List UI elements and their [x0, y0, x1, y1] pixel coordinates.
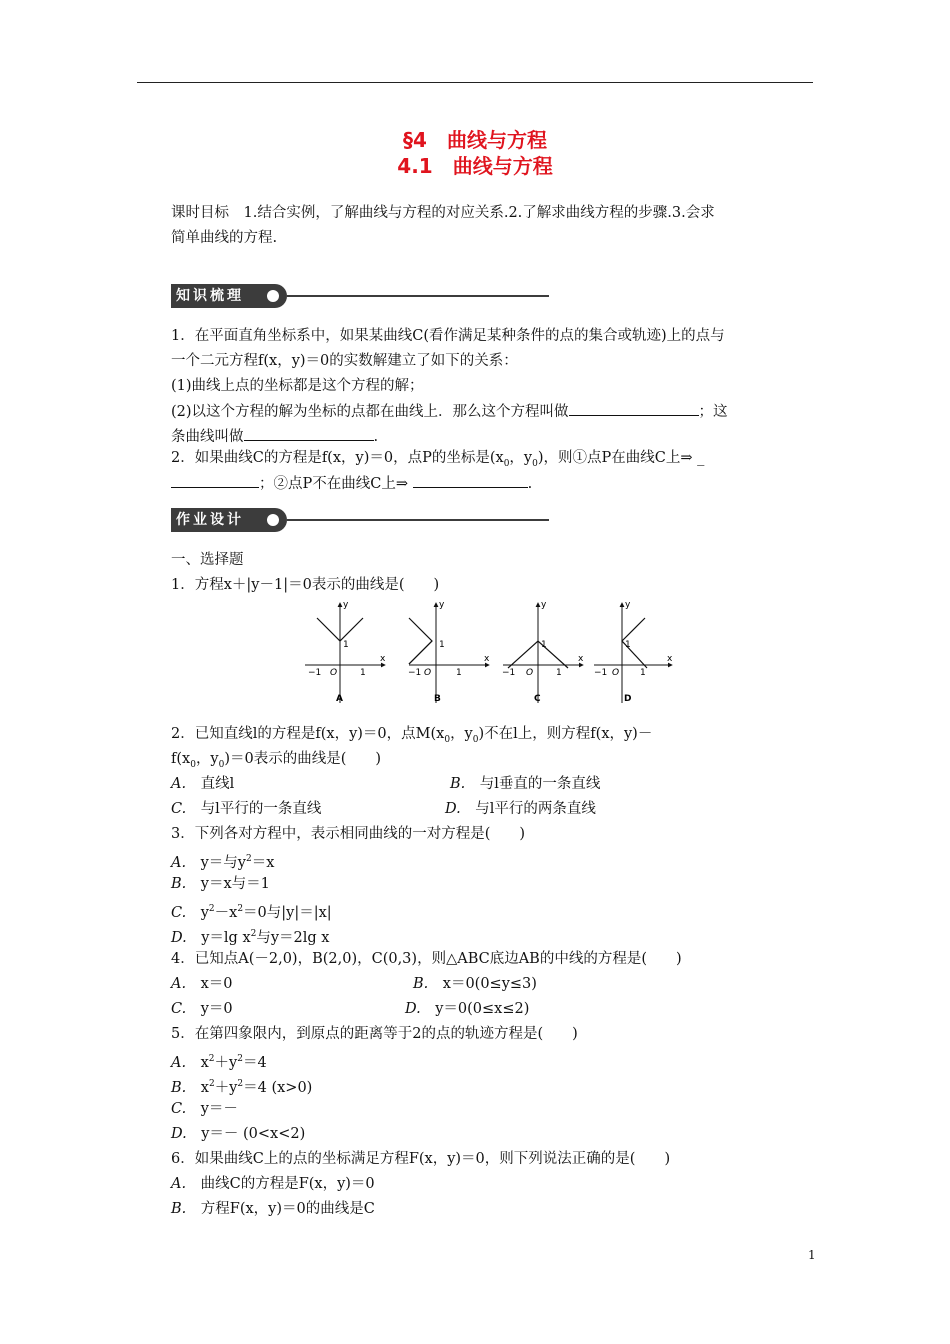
option-letter: A. — [171, 1176, 187, 1192]
axis-label: y — [343, 600, 349, 610]
superscript: 2 — [245, 854, 252, 864]
question-3: 3．下列各对方程中，表示相同曲线的一对方程是( ) — [171, 826, 526, 842]
option-text: ＝4 (x>0) — [243, 1079, 313, 1096]
section-rule — [287, 519, 549, 521]
option-b[interactable] — [413, 974, 537, 994]
tick-label: −1 — [594, 668, 608, 678]
option-text: y＝－ — [200, 1101, 238, 1117]
option-c[interactable] — [171, 899, 332, 923]
option-d[interactable] — [445, 799, 596, 819]
option-c[interactable] — [171, 1099, 238, 1119]
section-title: §4 曲线与方程 — [403, 128, 547, 152]
tick-label: 1 — [439, 640, 445, 650]
option-text: ＝4 — [242, 1054, 267, 1071]
option-text: x — [200, 1054, 209, 1071]
option-text: 与y＝2lg x — [256, 929, 330, 946]
option-c[interactable] — [171, 799, 321, 819]
graph-a[interactable] — [305, 600, 386, 704]
option-a[interactable] — [171, 774, 234, 794]
option-b[interactable] — [171, 874, 270, 894]
tick-label: 1 — [343, 640, 349, 650]
option-text: y＝lg x — [201, 929, 251, 946]
graph-label: A — [336, 694, 343, 704]
option-text: y＝与y — [200, 854, 246, 871]
option-text: y — [200, 904, 209, 921]
axis-label: x — [578, 654, 584, 664]
text: . — [527, 476, 533, 492]
option-text: 直线l — [200, 776, 235, 792]
option-text: 与l垂直的一条直线 — [479, 776, 601, 792]
question-2-cont — [171, 749, 381, 775]
option-d[interactable] — [171, 1124, 305, 1144]
question-4: 4．已知点A(－2,0)，B(2,0)，C(0,3)，则△ABC底边AB的中线的方程是( ) — [171, 951, 682, 967]
text: )不在l上，则方程f(x，y)－ — [478, 726, 653, 742]
goals-line-1: 课时目标 1.结合实例，了解曲线与方程的对应关系.2.了解求曲线方程的步骤.3.会求 — [171, 205, 715, 221]
option-text: y＝x与＝1 — [200, 876, 270, 892]
axis-label: x — [380, 654, 386, 664]
tick-label: 1 — [456, 668, 462, 678]
superscript: 2 — [250, 929, 257, 939]
superscript: 2 — [237, 904, 244, 914]
option-letter: D. — [171, 929, 187, 946]
section-label: 作业设计 — [171, 508, 287, 532]
knowledge-line: (1)曲线上点的坐标都是这个方程的解； — [171, 378, 424, 394]
knowledge-line — [171, 401, 728, 422]
option-b[interactable] — [171, 1074, 312, 1098]
text: ，y — [195, 751, 219, 767]
fill-blank[interactable] — [171, 473, 259, 488]
subscript: 0 — [190, 759, 196, 770]
tick-label: 1 — [556, 668, 562, 678]
question-6: 6．如果曲线C上的点的坐标满足方程F(x，y)＝0，则下列说法正确的是( ) — [171, 1151, 671, 1167]
option-text: －x — [214, 904, 238, 921]
superscript: 2 — [237, 1054, 243, 1064]
tick-label: 1 — [541, 640, 547, 650]
option-text: 与l平行的两条直线 — [475, 801, 596, 817]
option-letter: B. — [450, 776, 466, 792]
origin-label: O — [330, 668, 338, 678]
header-rule — [137, 82, 813, 83]
text: ，y — [450, 726, 473, 742]
tick-label: 1 — [360, 668, 366, 678]
question-5: 5．在第四象限内，到原点的距离等于2的点的轨迹方程是( ) — [171, 1026, 578, 1042]
axis-label: x — [667, 654, 673, 664]
axis-label: y — [439, 600, 445, 610]
page-number: 1 — [808, 1248, 816, 1262]
option-text: y＝－ (0<x<2) — [201, 1126, 306, 1142]
tick-label: 1 — [640, 668, 646, 678]
option-letter: A. — [171, 776, 187, 792]
subscript: 0 — [218, 759, 225, 770]
option-text: ＝0与|y|＝|x| — [243, 904, 332, 921]
text: ；这 — [698, 404, 728, 420]
option-letter: C. — [171, 1101, 187, 1117]
tick-label: 1 — [625, 640, 631, 650]
graph-d[interactable] — [594, 600, 673, 704]
goals-line-2: 简单曲线的方程. — [171, 230, 278, 246]
bullet-dot-icon — [267, 514, 279, 526]
tick-label: −1 — [502, 668, 516, 678]
text: 2．如果曲线C的方程是f(x，y)＝0，点P的坐标是(x — [171, 450, 504, 466]
axis-label: y — [541, 600, 547, 610]
option-letter: C. — [171, 801, 187, 817]
fill-blank[interactable] — [413, 473, 528, 488]
question-2 — [171, 724, 652, 750]
option-b[interactable] — [450, 774, 600, 794]
knowledge-line: 一个二元方程f(x，y)＝0的实数解建立了如下的关系： — [171, 353, 518, 369]
option-letter: D. — [445, 801, 461, 817]
text: ；②点P不在曲线C上⇒ — [259, 476, 408, 492]
fill-blank[interactable] — [569, 401, 699, 416]
question-1: 1．方程x＋|y－1|＝0表示的曲线是( ) — [171, 577, 440, 593]
option-text: 曲线C的方程是F(x，y)＝0 — [200, 1176, 375, 1192]
section-rule — [287, 295, 549, 297]
superscript: 2 — [208, 1079, 215, 1089]
knowledge-line — [171, 448, 704, 474]
option-text: x＝0 — [200, 976, 233, 992]
option-letter: B. — [413, 976, 429, 992]
option-a[interactable] — [171, 974, 233, 994]
graph-b[interactable] — [408, 600, 490, 704]
text: 条曲线叫做 — [171, 429, 244, 445]
option-d[interactable] — [171, 924, 329, 948]
option-d[interactable] — [405, 999, 529, 1019]
superscript: 2 — [237, 1079, 244, 1089]
subscript: 0 — [532, 458, 538, 469]
option-text: x — [200, 1079, 209, 1096]
subscript: 0 — [472, 734, 479, 745]
bullet-dot-icon — [267, 290, 279, 302]
tick-label: −1 — [308, 668, 322, 678]
subscript: 0 — [503, 458, 510, 469]
option-text: 与l平行的一条直线 — [200, 801, 322, 817]
graph-label: D — [624, 694, 632, 704]
knowledge-line — [171, 473, 532, 494]
homework-heading: 一、选择题 — [171, 552, 244, 568]
text: )＝0表示的曲线是( ) — [224, 751, 382, 767]
option-text: ＋y — [214, 1079, 238, 1096]
option-letter: A. — [171, 976, 187, 992]
option-letter: B. — [171, 1201, 187, 1217]
subscript: 0 — [444, 734, 451, 745]
option-b[interactable] — [171, 1199, 375, 1219]
superscript: 2 — [208, 1054, 215, 1064]
text: (2)以这个方程的解为坐标的点都在曲线上．那么这个方程叫做 — [171, 404, 569, 420]
option-a[interactable] — [171, 849, 274, 873]
graph-c[interactable] — [502, 600, 584, 704]
option-text: y＝0(0≤x≤2) — [435, 1001, 530, 1017]
option-letter: C. — [171, 904, 187, 921]
option-text: 方程F(x，y)＝0的曲线是C — [200, 1201, 375, 1217]
superscript: 2 — [208, 904, 215, 914]
text: . — [373, 429, 379, 445]
section-label: 知识梳理 — [171, 284, 287, 308]
axis-label: y — [625, 600, 631, 610]
option-text: x＝0(0≤y≤3) — [442, 976, 537, 992]
text: )，则①点P在曲线C上⇒ _ — [537, 450, 705, 466]
option-letter: A. — [171, 854, 187, 871]
option-letter: A. — [171, 1054, 187, 1071]
option-c[interactable] — [171, 999, 233, 1019]
text: ，y — [509, 450, 533, 466]
axis-label: x — [484, 654, 490, 664]
option-letter: B. — [171, 876, 187, 892]
option-text: ＝x — [251, 854, 275, 871]
text: 2．已知直线l的方程是f(x，y)＝0，点M(x — [171, 726, 445, 742]
option-letter: D. — [405, 1001, 421, 1017]
graph-label: B — [434, 694, 441, 704]
option-a[interactable] — [171, 1049, 267, 1073]
text: f(x — [171, 751, 191, 767]
option-a[interactable] — [171, 1174, 375, 1194]
graph-label: C — [534, 694, 541, 704]
subsection-title: 4.1 曲线与方程 — [397, 154, 553, 178]
answer-graphs — [300, 595, 680, 710]
origin-label: O — [424, 668, 432, 678]
option-text: ＋y — [214, 1054, 238, 1071]
option-letter: D. — [171, 1126, 187, 1142]
option-letter: B. — [171, 1079, 187, 1096]
origin-label: O — [612, 668, 620, 678]
knowledge-line — [171, 426, 378, 447]
origin-label: O — [526, 668, 534, 678]
option-letter: C. — [171, 1001, 187, 1017]
knowledge-line: 1．在平面直角坐标系中，如果某曲线C(看作满足某种条件的点的集合或轨迹)上的点与 — [171, 328, 725, 344]
tick-label: −1 — [408, 668, 422, 678]
option-text: y＝0 — [200, 1001, 233, 1017]
fill-blank[interactable] — [244, 426, 374, 441]
